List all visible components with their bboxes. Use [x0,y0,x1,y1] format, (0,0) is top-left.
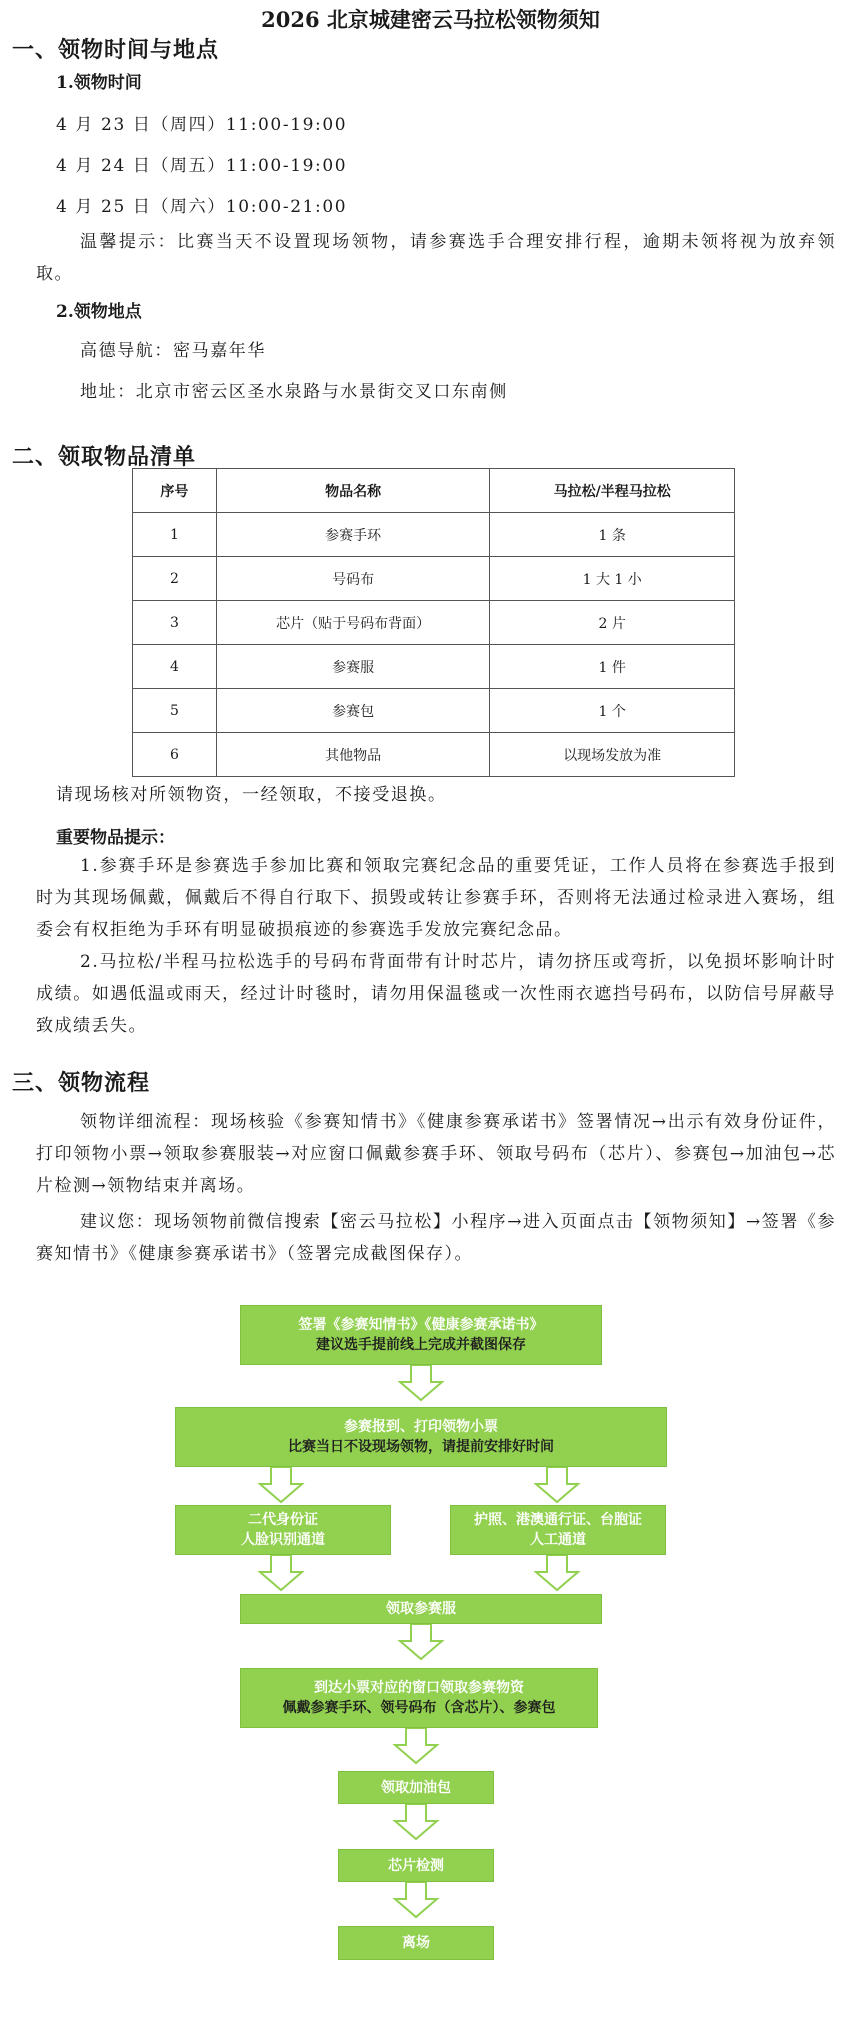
important-heading: 重要物品提示： [56,828,175,848]
table-cell: 号码布 [216,557,490,601]
table-cell: 参赛手环 [216,513,490,557]
arrow-down-icon [260,1555,302,1590]
flow-step-passport-line1: 护照、港澳通行证、台胞证 [474,1512,642,1528]
place-heading: 2.领物地点 [56,302,142,322]
table-header: 物品名称 [216,469,490,513]
flow-step-id-card-line1: 二代身份证 [248,1512,318,1528]
tip-2: 2.马拉松/半程马拉松选手的号码布背面带有计时芯片，请勿挤压或弯折，以免损坏影响计时成绩。如遇低温或雨天，经过计时毯时，请勿用保温毯或一次性雨衣遮挡号码布，以防信号屏蔽导致成绩丢失。 [36,952,836,1036]
flow-step-id-card-line2: 人脸识别通道 [241,1532,325,1548]
flow-step-passport-line2: 人工通道 [530,1532,586,1548]
tip-1: 1.参赛手环是参赛选手参加比赛和领取完赛纪念品的重要凭证，工作人员将在参赛选手报到时为其现场佩戴，佩戴后不得自行取下、损毁或转让参赛手环，否则将无法通过检录进入赛场，组委会有权拒绝为手环有明显破损痕迹的参赛选手发放完赛纪念品。 [36,856,836,940]
flow-step-window [240,1668,598,1728]
time-line-2: 4 月 24 日（周五）11:00-19:00 [56,156,348,176]
section1-heading: 一、领物时间与地点 [12,37,220,63]
time-line-1: 4 月 23 日（周四）11:00-19:00 [56,115,348,135]
table-cell: 5 [133,689,217,733]
table-cell: 参赛服 [216,645,490,689]
flow-step-leave-label: 离场 [402,1935,430,1951]
table-cell: 以现场发放为准 [490,733,735,777]
navigation-text: 高德导航：密马嘉年华 [80,341,266,361]
arrow-down-icon [395,1728,437,1763]
arrow-down-icon [395,1882,437,1917]
flow-step-leave [338,1926,494,1960]
table-cell: 2 [133,557,217,601]
table-cell: 1 个 [490,689,735,733]
table-cell: 3 [133,601,217,645]
time-heading: 1.领物时间 [56,73,142,93]
table-cell: 6 [133,733,217,777]
flow-step-energy [338,1771,494,1804]
flow-step-sign-line1: 签署《参赛知情书》《健康参赛承诺书》 [298,1317,544,1333]
table-cell: 4 [133,645,217,689]
table-cell: 1 [133,513,217,557]
table-header: 序号 [133,469,217,513]
section2-heading: 二、领取物品清单 [12,444,197,470]
arrow-down-icon [536,1467,578,1502]
flow-step-checkin-line1: 参赛报到、打印领物小票 [344,1419,498,1435]
flow-step-window-line2: 佩戴参赛手环、领号码布（含芯片）、参赛包 [282,1700,556,1716]
table-cell: 1 条 [490,513,735,557]
flow-step-checkin [175,1407,667,1467]
table-cell: 其他物品 [216,733,490,777]
flow-step-shirt-label: 领取参赛服 [386,1601,456,1617]
arrow-down-icon [260,1467,302,1502]
reminder-text: 温馨提示：比赛当天不设置现场领物，请参赛选手合理安排行程，逾期未领将视为放弃领取。 [36,232,836,284]
arrow-down-icon [536,1555,578,1590]
flow-step-passport [450,1505,666,1555]
table-cell: 芯片（贴于号码布背面） [216,601,490,645]
flow-suggestion: 建议您：现场领物前微信搜索【密云马拉松】小程序→进入页面点击【领物须知】→签署《参赛知情书》《健康参赛承诺书》（签署完成截图保存）。 [36,1212,836,1264]
arrow-down-icon [400,1624,442,1659]
arrow-down-icon [395,1804,437,1839]
flow-step-chip-label: 芯片检测 [388,1857,444,1874]
table-cell: 参赛包 [216,689,490,733]
flow-step-energy-label: 领取加油包 [381,1779,451,1796]
section3-heading: 三、领物流程 [12,1070,151,1096]
flow-detail: 领物详细流程：现场核验《参赛知情书》《健康参赛承诺书》签署情况→出示有效身份证件，打印领物小票→领取参赛服装→对应窗口佩戴参赛手环、领取号码布（芯片）、参赛包→加油包→芯片检测→领物结束并离场。 [36,1112,836,1196]
table-cell: 1 件 [490,645,735,689]
table-note: 请现场核对所领物资，一经领取，不接受退换。 [56,785,447,805]
flow-step-id-card [175,1505,391,1555]
flow-step-sign [240,1305,602,1365]
page-title: 2026 北京城建密云马拉松领物须知 [261,7,600,32]
flow-step-sign-line2: 建议选手提前线上完成并截图保存 [316,1337,526,1353]
table-cell: 1 大 1 小 [490,557,735,601]
address-text: 地址：北京市密云区圣水泉路与水景街交叉口东南侧 [80,382,508,402]
arrow-down-icon [400,1365,442,1400]
flow-step-chip [338,1849,494,1882]
flow-step-window-line1: 到达小票对应的窗口领取参赛物资 [314,1680,524,1696]
table-cell: 2 片 [490,601,735,645]
flow-step-shirt [240,1594,602,1624]
flow-step-checkin-line2: 比赛当日不设现场领物，请提前安排好时间 [288,1439,554,1455]
table-header: 马拉松/半程马拉松 [490,469,735,513]
time-line-3: 4 月 25 日（周六）10:00-21:00 [56,197,348,217]
